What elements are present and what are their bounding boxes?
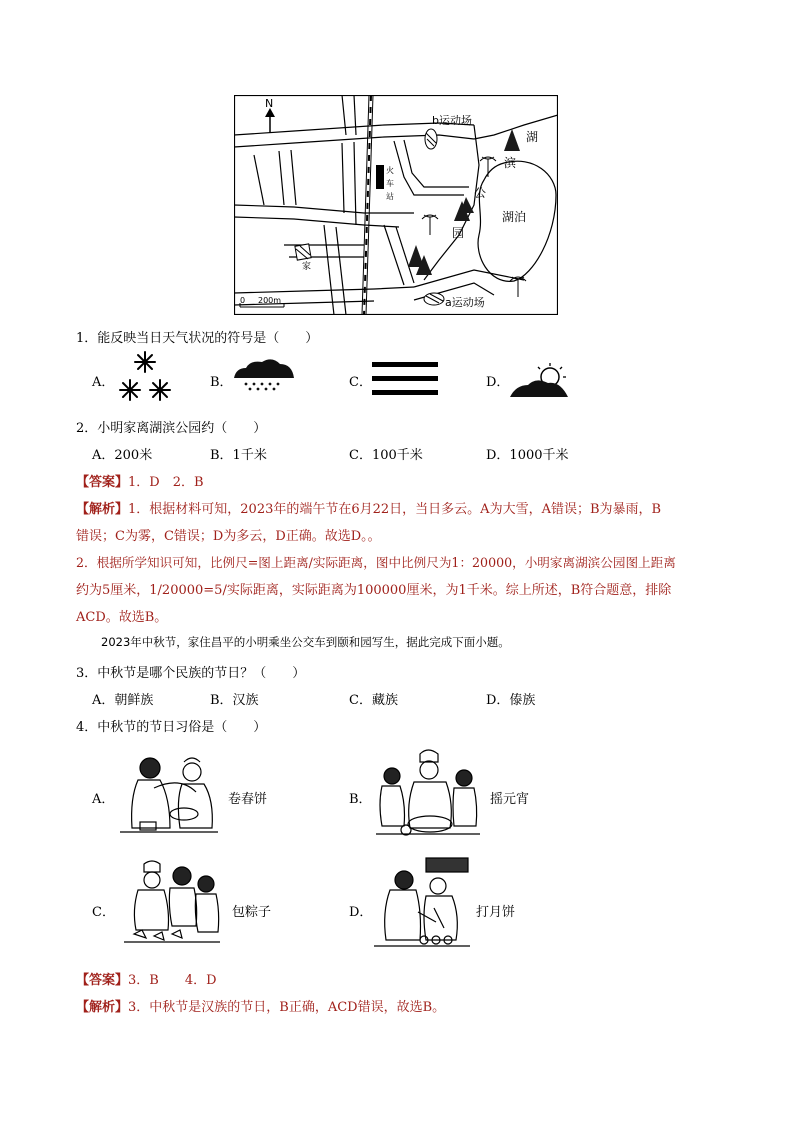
scale-distance: 200m [258,296,282,305]
fog-icon [372,362,438,396]
q2-option-d[interactable]: D．1000千米 [486,448,569,463]
explanation-tag-2: 【解析】 [76,1000,129,1015]
q2-option-c[interactable]: C．100千米 [349,448,423,463]
answer-block-2 [76,969,217,988]
q3-option-a[interactable]: A．朝鲜族 [92,693,154,708]
snowflake-icon [114,348,178,406]
park-char-2: 滨 [504,156,517,170]
city-map [234,95,558,315]
station-char-3: 站 [386,192,394,201]
q2-option-a[interactable]: A．200米 [92,448,153,463]
reading-intro: 2023年中秋节，家住昌平的小明乘坐公交车到颐和园写生，据此完成下面小题。 [101,635,510,649]
zongzi-illustration [124,860,220,946]
q4-option-c[interactable]: C． [92,905,115,920]
explanation-text-2: 3．中秋节是汉族的节日，B正确，ACD错误，故选B。 [128,1000,446,1015]
answer-text: 1．D 2．B [128,475,204,490]
yuanxiao-illustration [376,748,480,836]
q3-option-d[interactable]: D．傣族 [486,693,536,708]
partly-cloudy-icon [510,363,572,399]
q1-option-c[interactable]: C． [349,375,372,390]
q1-stem: 1．能反映当日天气状况的符号是（ ） [76,331,319,346]
mooncake-illustration [374,856,470,950]
q3-stem: 3．中秋节是哪个民族的节日？（ ） [76,666,306,681]
rainstorm-icon [232,358,296,392]
q4-caption-b: 摇元宵 [490,792,530,807]
station-char-2: 车 [386,179,394,188]
a-field-label: a运动场 [445,296,485,309]
explanation-text-1: 1．根据材料可知，2023年的端午节在6月22日，当日多云。A为大雪，A错误；B为暴雨，B [128,502,662,517]
home-label: 家 [302,262,312,272]
q1-option-d[interactable]: D． [486,375,510,390]
b-field-label: b运动场 [432,114,472,127]
q3-option-c[interactable]: C．藏族 [349,693,398,708]
q4-option-b[interactable]: B． [349,792,372,807]
answer-tag: 【答案】 [76,475,129,490]
q1-option-b[interactable]: B． [210,375,233,390]
q1-option-a[interactable]: A． [92,375,115,390]
station-char-1: 火 [386,166,394,175]
explanation-block-2 [76,996,445,1015]
explanation-tag: 【解析】 [76,502,129,517]
q2-stem: 2．小明家离湖滨公园约（ ） [76,421,267,436]
explanation-line-3: 2．根据所学知识可知，比例尺=图上距离/实际距离，图中比例尺为1：20000，小明家离湖滨公园图上距离 [76,555,676,570]
answer-text-2: 3．B 4．D [128,973,217,988]
answer-tag-2: 【答案】 [76,973,129,988]
q4-stem: 4．中秋节的节日习俗是（ ） [76,720,267,735]
park-char-1: 湖 [526,130,539,144]
q3-option-b[interactable]: B．汉族 [210,693,259,708]
park-char-3: 公 [474,186,487,200]
q4-caption-c: 包粽子 [232,905,272,920]
q4-caption-d: 打月饼 [476,905,516,920]
explanation-line-2: 错误；C为雾，C错误；D为多云，D正确。故选D。。 [76,529,381,544]
explanation-line-1 [76,498,661,517]
scale-zero: 0 [240,296,246,305]
park-char-4: 园 [452,226,465,240]
q4-option-a[interactable]: A． [92,792,115,807]
lake-label: 湖泊 [502,210,527,224]
q4-option-d[interactable]: D． [349,905,373,920]
q2-option-b[interactable]: B．1千米 [210,448,267,463]
explanation-line-5: ACD。故选B。 [76,610,168,625]
north-label: N [265,97,274,110]
q4-caption-a: 卷春饼 [228,792,268,807]
spring-roll-illustration [120,748,218,836]
answer-block-1 [76,471,204,490]
explanation-line-4: 约为5厘米，1/20000=5/实际距离，实际距离为100000厘米，为1千米。综上所述，B符合题意，排除 [76,583,672,598]
